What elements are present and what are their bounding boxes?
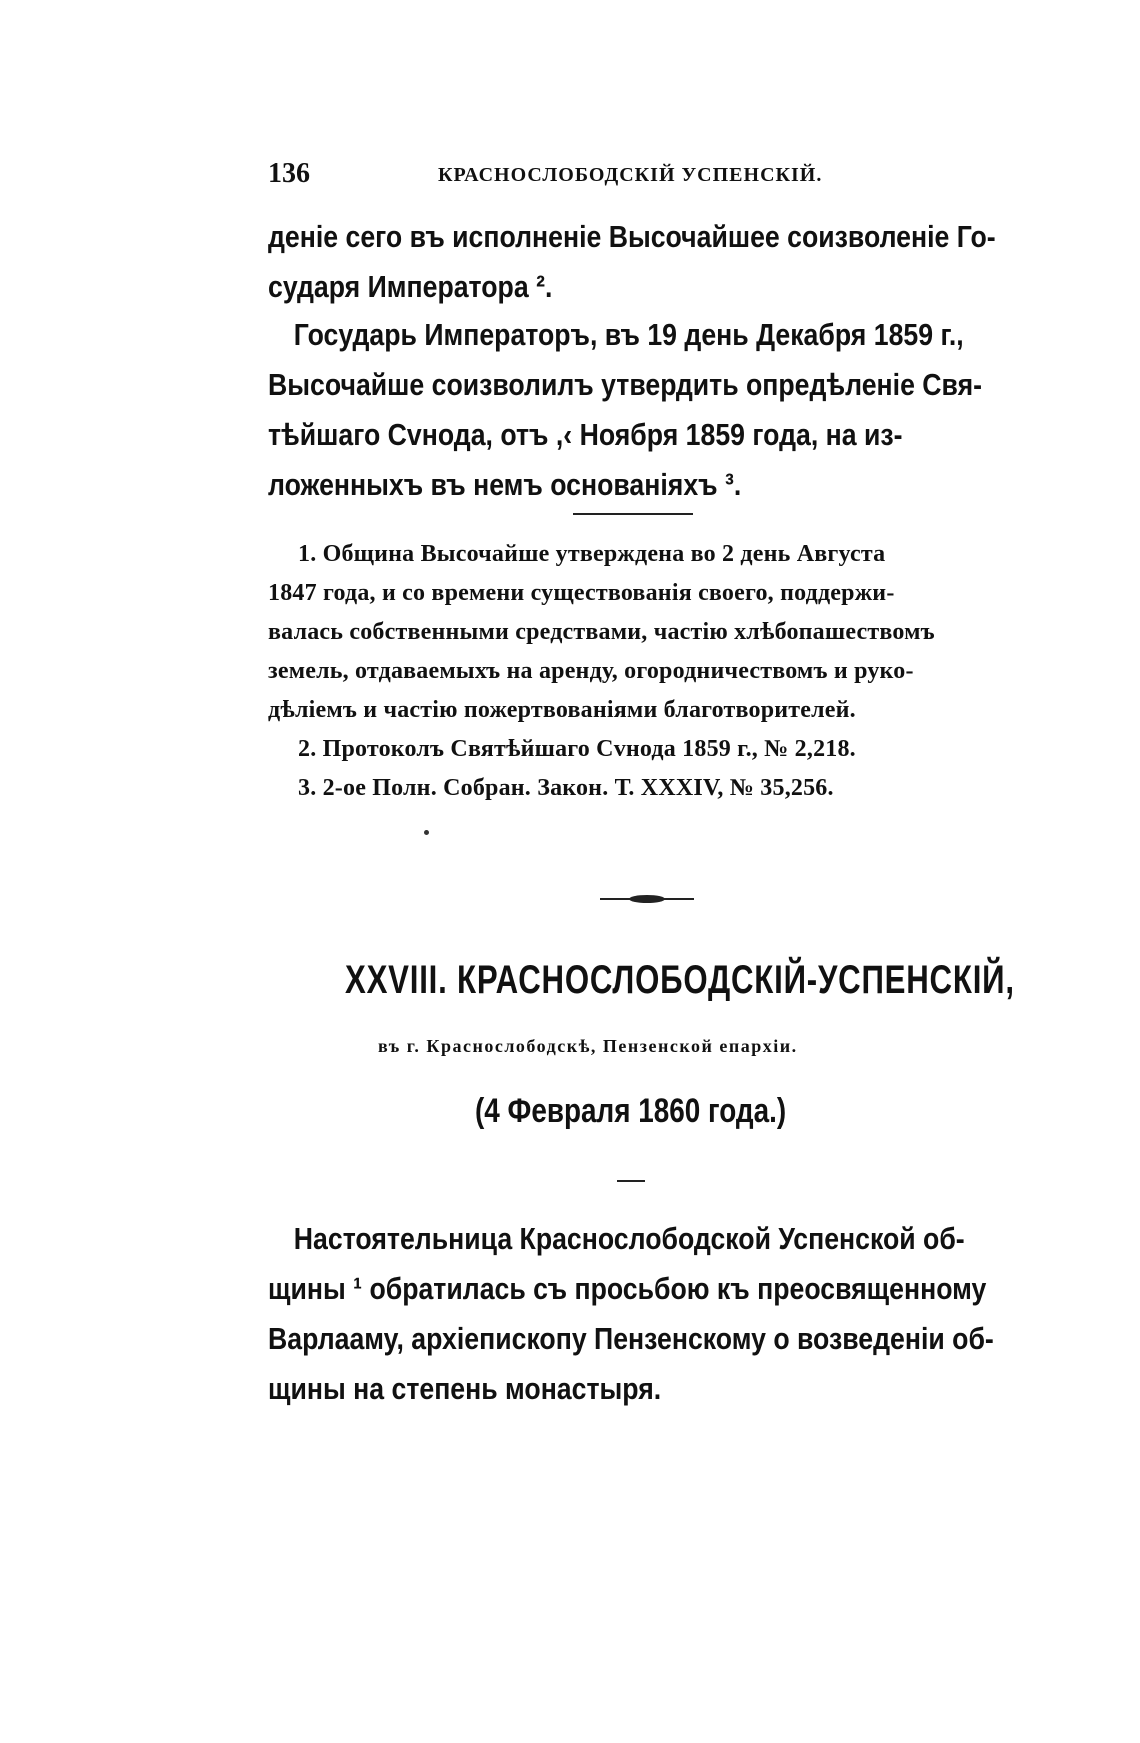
footnote-separator xyxy=(573,513,693,515)
footnote-line: земель, отдаваемыхъ на аренду, огородничествомъ и руко- xyxy=(268,658,914,684)
text-line: тѣйшаго Сvнода, отъ ,‹ Ноября 1859 года, на из- xyxy=(268,417,903,452)
text-line: Государь Императоръ, въ 19 день Декабря 1859 г., xyxy=(293,317,964,352)
section-subtitle: въ г. Краснослободскѣ, Пензенской епархіи. xyxy=(378,1036,798,1056)
footnote-line: 1847 года, и со времени существованія своего, поддержи- xyxy=(268,580,895,606)
footnote-line: валась собственными средствами, частію хлѣбопашествомъ xyxy=(268,619,935,645)
text-line: щины ¹ обратилась съ просьбою къ преосвященному xyxy=(268,1271,987,1306)
running-head: КРАСНОСЛОБОДСКІЙ УСПЕНСКІЙ. xyxy=(438,164,823,186)
text-line: щины на степень монастыря. xyxy=(268,1371,662,1406)
paragraph-continuation xyxy=(268,212,1003,312)
text-line: Настоятельница Краснослободской Успенской об- xyxy=(293,1221,965,1256)
footnote-line: 1. Община Высочайше утверждена во 2 день Августа xyxy=(298,541,886,567)
text-line: сударя Императора ². xyxy=(268,269,553,304)
page-number: 136 xyxy=(268,158,310,189)
text-line: Высочайше соизволилъ утвердить опредѣленіе Свя- xyxy=(268,367,983,402)
footnote-line: дѣліемъ и частію пожертвованіями благотворителей. xyxy=(268,697,856,723)
paragraph-decree xyxy=(268,310,1003,510)
short-dash xyxy=(617,1180,645,1182)
section-date: (4 Февраля 1860 года.) xyxy=(475,1092,787,1130)
footnote-line: 2. Протоколъ Святѣйшаго Сvнода 1859 г., № 2,218. xyxy=(298,736,856,762)
footnotes xyxy=(268,535,1003,808)
text-line: ложенныхъ въ немъ основаніяхъ ³. xyxy=(268,467,742,502)
page-header xyxy=(268,158,1003,198)
ornament-divider xyxy=(600,893,694,905)
section-title: XXVIII. КРАСНОСЛОБОДСКІЙ-УСПЕНСКІЙ, xyxy=(345,958,1015,1002)
text-line: деніе сего въ исполненіе Высочайшее соизволеніе Го- xyxy=(268,219,996,254)
text-line: Варлааму, архіепископу Пензенскому о возведеніи об- xyxy=(268,1321,994,1356)
paragraph-body xyxy=(268,1214,1003,1414)
print-speck xyxy=(424,830,429,835)
footnote-line: 3. 2-ое Полн. Собран. Закон. Т. XXXIV, № 35,256. xyxy=(298,775,834,801)
